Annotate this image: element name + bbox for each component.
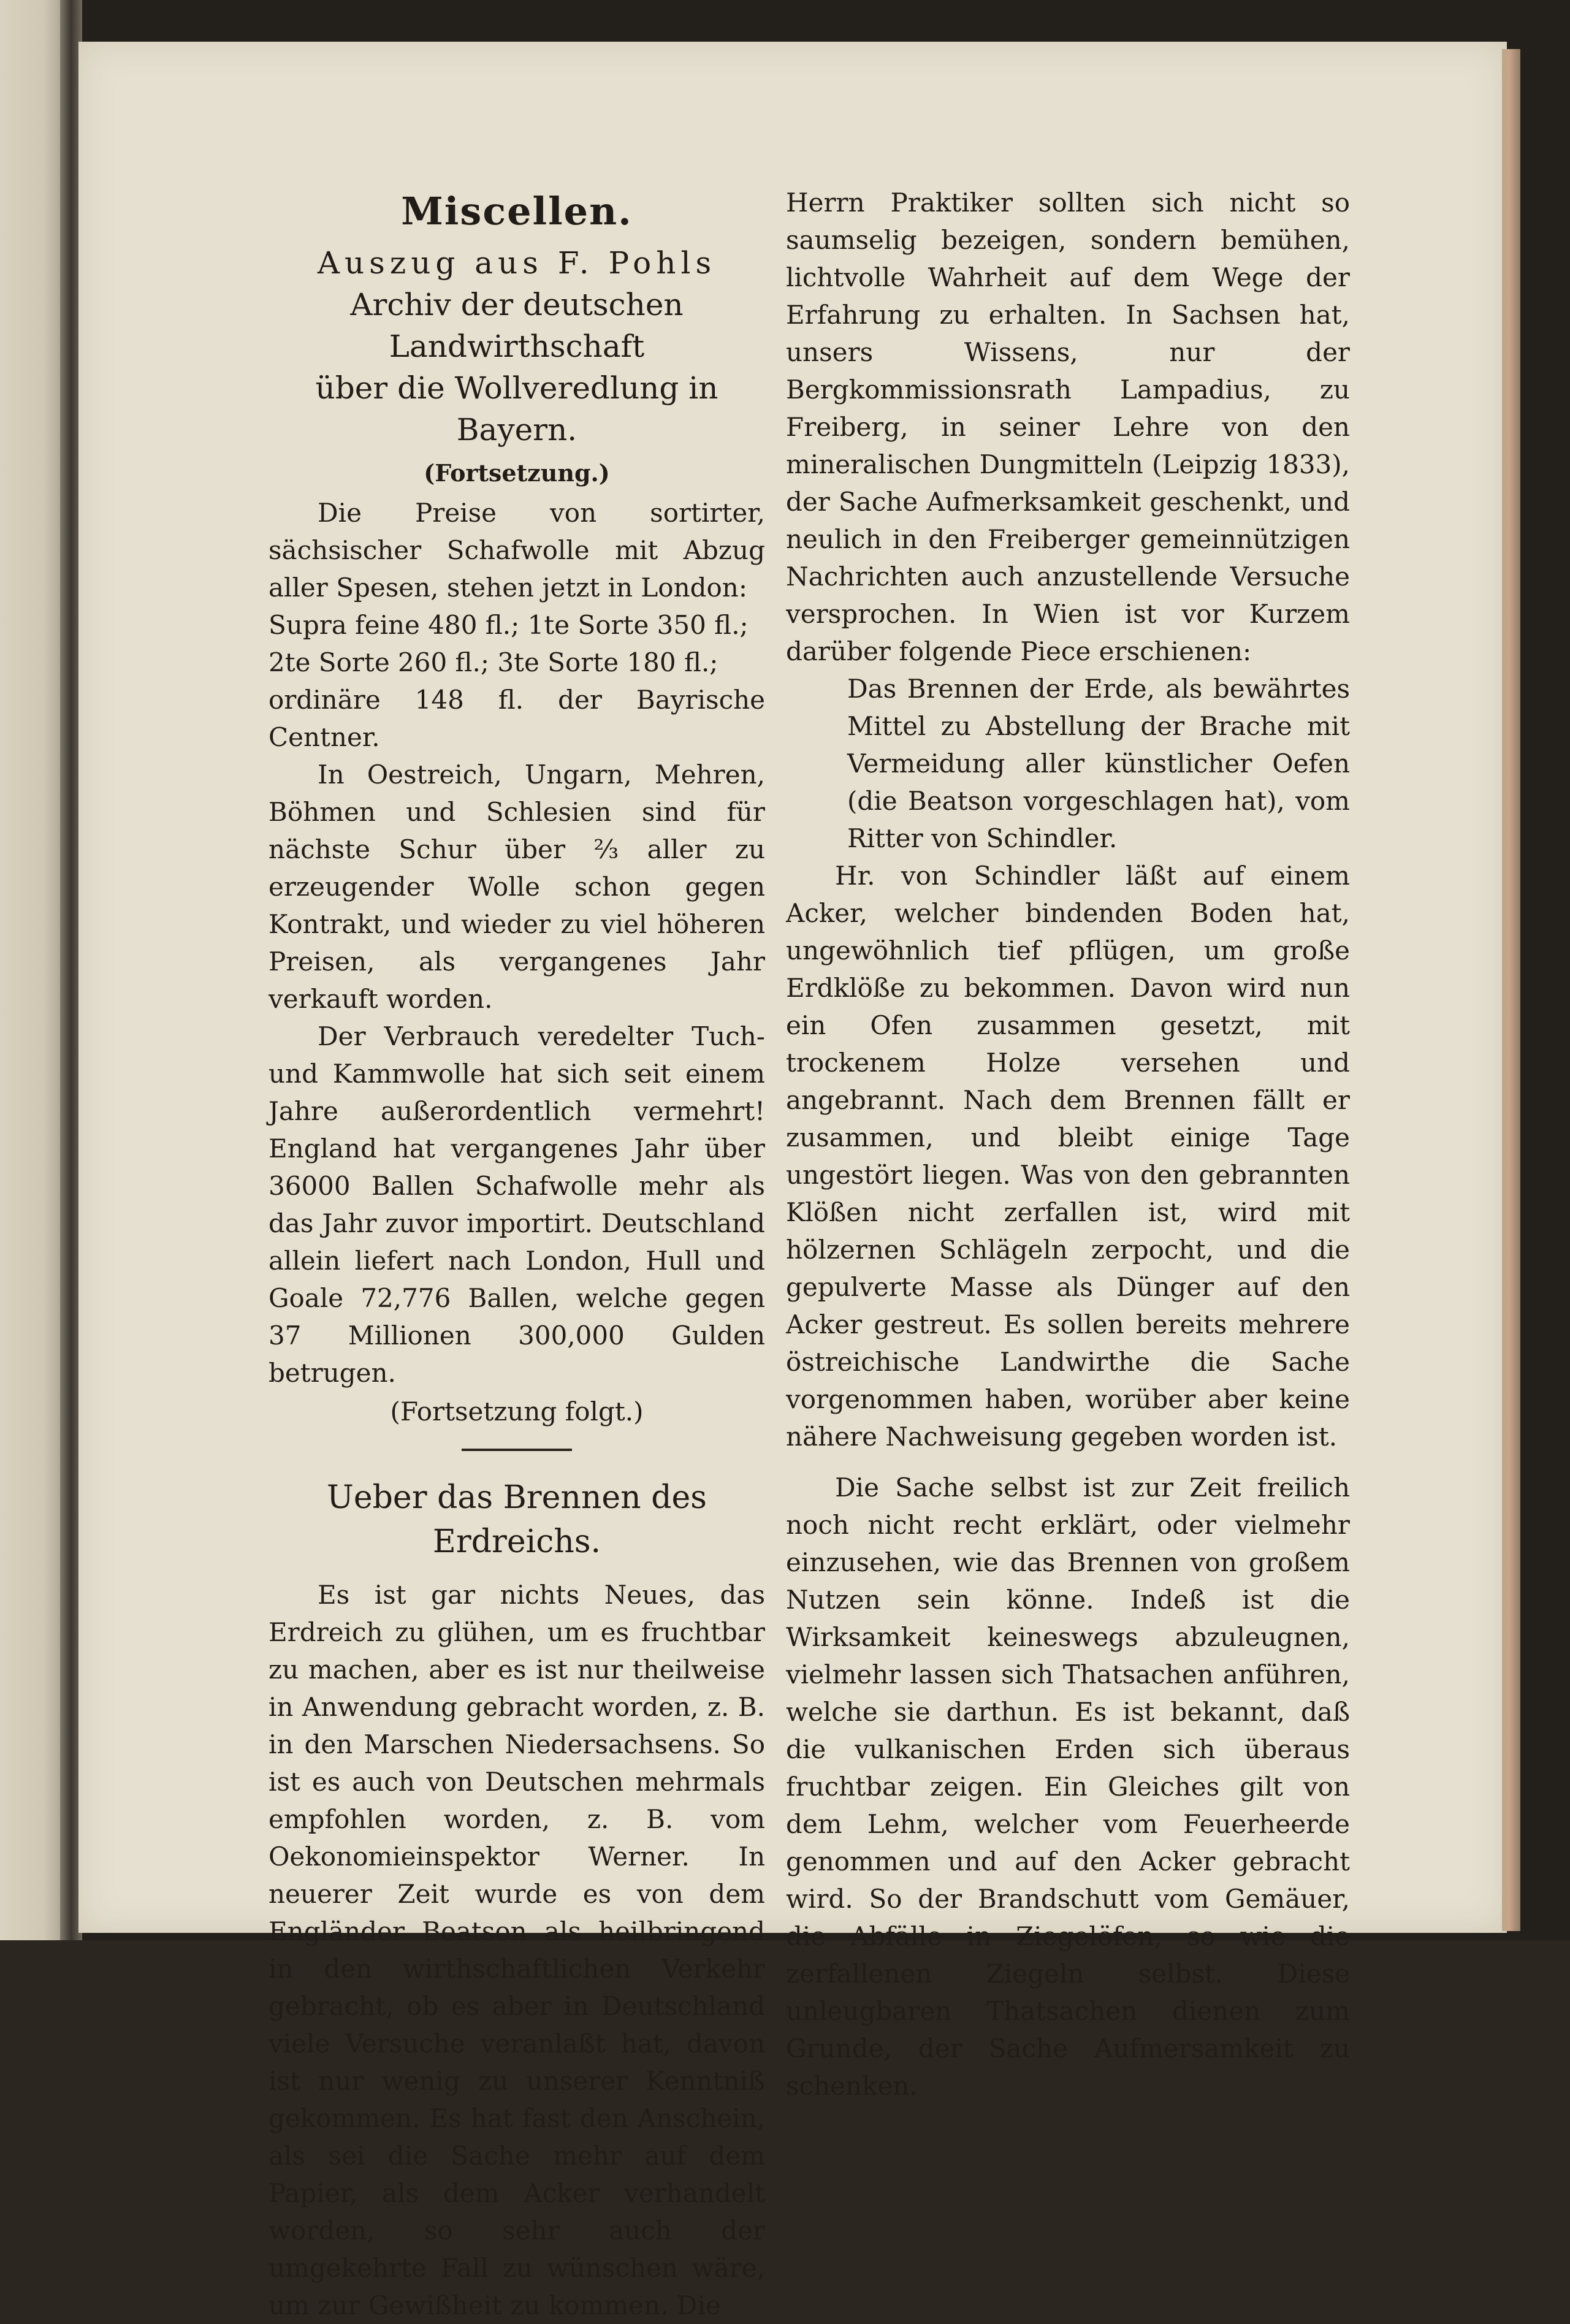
to-be-continued-note: (Fortsetzung folgt.) <box>390 1396 644 1427</box>
article-paragraph-1: Es ist gar nichts Neues, das Erdreich zu glühen, um es fruchtbar zu machen, aber es ist nur theilweise in Anwendung gebracht worden, z. B. in den Marschen Niedersachsens. So ist es auch von Deutschen mehrmals empfohlen worden, z. B. vom Oekonomieinspektor Werner. In neuerer Zeit wurde es von dem Engländer Beatson als heilbringend in den wirthschaftlichen Verkehr gebracht, ob es aber in Deutschland viele Versuche veranlaßt hat, davon ist nur wenig zu unserer Kenntniß gekommen. Es hat fast den Anschein, als sei die Sache mehr auf dem Papier, als dem Acker verhandelt worden, so sehr auch der umgekehrte Fall zu wünschen wäre, um zur Gewißheit zu kommen. Die <box>269 1580 765 2320</box>
section-heading-miscellen: Miscellen. <box>401 189 633 234</box>
paragraph-verbrauch: Der Verbrauch veredelter Tuch- und Kammwolle hat sich seit einem Jahre außerordentlich vermehrt! England hat vergangenes Jahr über 36000 Ballen Schafwolle mehr als das Jahr zuvor importirt. Deutschland allein liefert nach London, Hull und Goale 72,776 Ballen, welche gegen 37 Millionen 300,000 Gulden betrugen. <box>269 1021 765 1388</box>
subheading-line-3: über die Wollveredlung in Bayern. <box>315 370 718 448</box>
paragraph-gap <box>786 1455 1350 1469</box>
subheading-line-1: Auszug aus F. Pohls <box>317 245 717 281</box>
price-line-1: Supra feine 480 fl.; 1te Sorte 350 fl.; <box>269 610 749 640</box>
book-citation: Das Brennen der Erde, als bewährtes Mittel zu Abstellung der Brache mit Vermeidung aller künstlicher Oefen (die Beatson vorgeschlagen hat), vom Ritter von Schindler. <box>847 674 1350 853</box>
article-paragraph-2: Hr. von Schindler läßt auf einem Acker, welcher bindenden Boden hat, ungewöhnlich tief pflügen, um große Erdklöße zu bekommen. Davon wird nun ein Ofen zusammen gesetzt, mit trockenem Holze versehen und angebrannt. Nach dem Brennen fällt er zusammen, und bleibt einige Tage ungestört liegen. Was von den gebrannten Klößen nicht zerfallen ist, wird mit hölzernen Schlägeln zerpocht, und die gepulverte Masse als Dünger auf den Acker gestreut. Es sollen bereits mehrere östreichische Landwirthe die Sache vorgenommen haben, worüber aber keine nähere Nachweisung gegeben worden ist. <box>786 861 1350 1452</box>
price-line-2: 2te Sorte 260 fl.; 3te Sorte 180 fl.; <box>269 647 718 677</box>
right-column <box>786 184 1350 2105</box>
article-title: Ueber das Brennen des Erdreichs. <box>327 1479 707 1560</box>
left-column <box>269 187 765 2324</box>
article-paragraph-1-continued: Herrn Praktiker sollten sich nicht so saumselig bezeigen, sondern bemühen, lichtvolle Wahrheit auf dem Wege der Erfahrung zu erhalten. In Sachsen hat, unsers Wissens, nur der Bergkommissionsrath Lampadius, zu Freiberg, in seiner Lehre von den mineralischen Dungmitteln (Leipzig 1833), der Sache Aufmerksamkeit geschenkt, und neulich in den Freiberger gemeinnützigen Nachrichten auch anzustellende Versuche versprochen. In Wien ist vor Kurzem darüber folgende Piece erschienen: <box>786 188 1350 666</box>
price-line-3: ordinäre 148 fl. der Bayrische Centner. <box>269 685 765 752</box>
subheading-line-2: Archiv der deutschen Landwirthschaft <box>350 287 684 364</box>
page-fore-edge <box>1502 49 1520 1931</box>
paragraph-prices-intro: Die Preise von sortirter, sächsischer Schafwolle mit Abzug aller Spesen, stehen jetzt in London: <box>269 498 765 603</box>
continuation-note: (Fortsetzung.) <box>424 459 610 487</box>
article-paragraph-3: Die Sache selbst ist zur Zeit freilich noch nicht recht erklärt, oder vielmehr einzusehen, wie das Brennen von großem Nutzen sein könne. Indeß ist die Wirksamkeit keineswegs abzuleugnen, vielmehr lassen sich Thatsachen anführen, welche sie darthun. Es ist bekannt, daß die vulkanischen Erden sich überaus fruchtbar zeigen. Ein Gleiches gilt von dem Lehm, welcher vom Feuerheerde genommen und auf den Acker gebracht wird. So der Brandschutt vom Gemäuer, die Abfälle in Ziegelöfen, so wie die zerfallenen Ziegeln selbst. Diese unleugbaren Thatsachen dienen zum Grunde, der Sache Aufmersamkeit zu schenken. <box>786 1473 1350 2101</box>
section-divider <box>462 1449 572 1451</box>
paragraph-oestreich: In Oestreich, Ungarn, Mehren, Böhmen und Schlesien sind für nächste Schur über ⅔ aller zu erzeugender Wolle schon gegen Kontrakt, und wieder zu viel höheren Preisen, als vergangenes Jahr verkauft worden. <box>269 760 765 1014</box>
